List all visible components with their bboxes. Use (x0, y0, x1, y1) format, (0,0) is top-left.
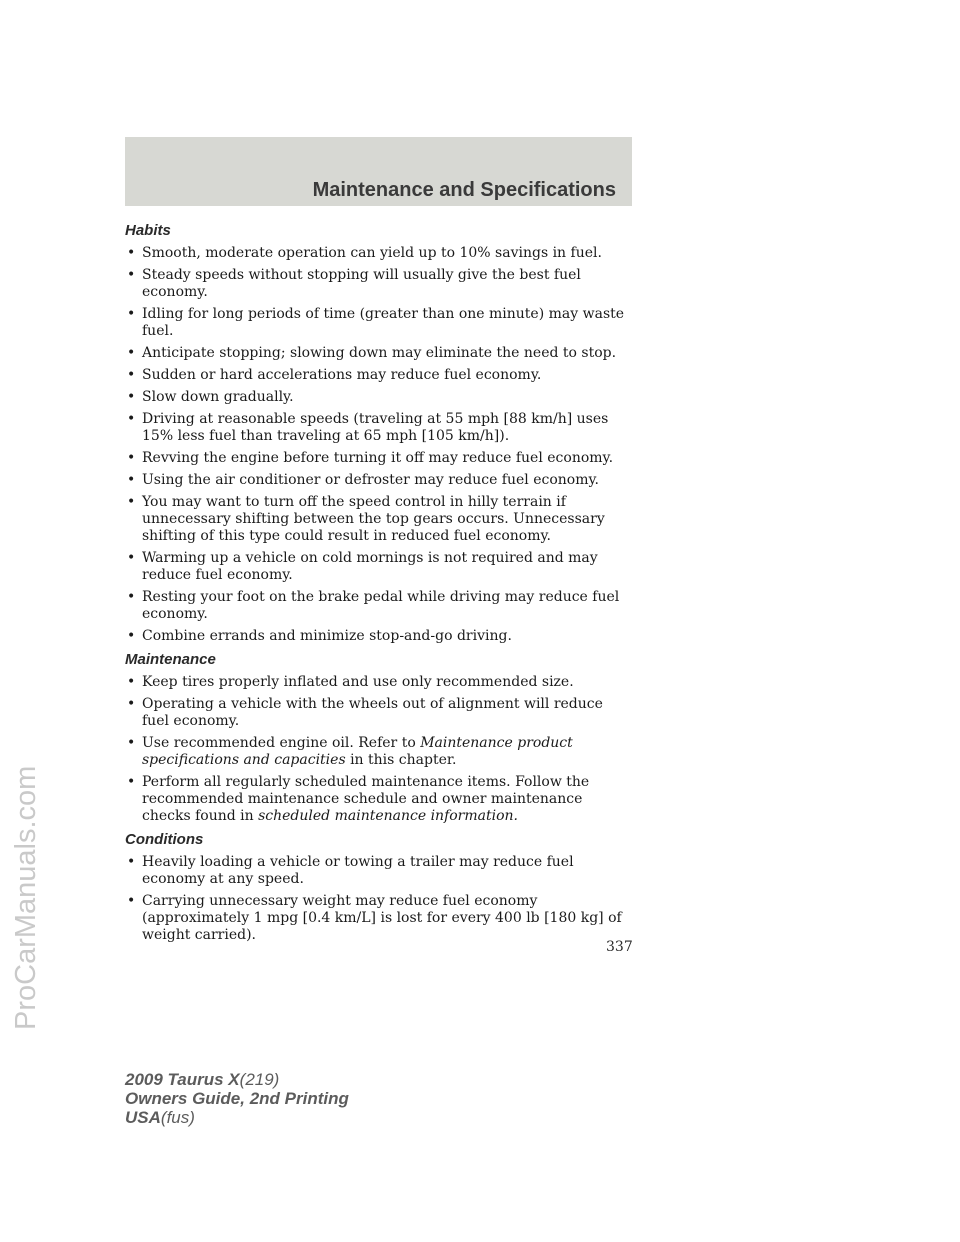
list-item: • Use recommended engine oil. Refer to Maintenance product specifications and capacities in this chapter. (127, 735, 573, 768)
conditions-section (125, 831, 632, 944)
section-title: Maintenance and Specifications (312, 179, 616, 201)
bullet-icon: • (127, 494, 136, 510)
list-item: • Smooth, moderate operation can yield up to 10% savings in fuel. (127, 245, 602, 261)
list-item: • Carrying unnecessary weight may reduce fuel economy (approximately 1 mpg [0.4 km/L] is lost for every 400 lb [180 kg] of weight carried). (127, 893, 622, 943)
maintenance-heading: Maintenance (125, 651, 216, 668)
page-number: 337 (606, 939, 633, 955)
habits-list (125, 245, 632, 645)
bullet-icon: • (127, 245, 136, 261)
page-content (125, 222, 632, 949)
bullet-icon: • (127, 367, 136, 383)
bullet-icon: • (127, 628, 136, 644)
conditions-heading: Conditions (125, 831, 204, 848)
list-item: • Steady speeds without stopping will usually give the best fuel economy. (127, 267, 581, 300)
bullet-icon: • (127, 389, 136, 405)
list-item: • Anticipate stopping; slowing down may eliminate the need to stop. (127, 345, 617, 361)
section-header-bar (125, 137, 632, 206)
list-item: • Using the air conditioner or defroster may reduce fuel economy. (127, 472, 599, 488)
bullet-icon: • (127, 550, 136, 566)
bullet-icon: • (127, 411, 136, 427)
bullet-icon: • (127, 450, 136, 466)
list-item: • Heavily loading a vehicle or towing a trailer may reduce fuel economy at any speed. (127, 854, 574, 887)
list-item: • Combine errands and minimize stop-and-go driving. (127, 628, 512, 644)
document-footer (125, 1070, 349, 1127)
list-item: • Resting your foot on the brake pedal while driving may reduce fuel economy. (127, 589, 620, 622)
bullet-icon: • (127, 735, 136, 751)
maintenance-section (125, 651, 632, 825)
footer-line-guide: Owners Guide, 2nd Printing (125, 1089, 349, 1108)
maintenance-list (125, 674, 632, 825)
list-item: • Idling for long periods of time (greater than one minute) may waste fuel. (127, 306, 625, 339)
habits-section (125, 222, 632, 645)
cross-reference-link: scheduled maintenance information. (258, 808, 518, 824)
bullet-icon: • (127, 696, 136, 712)
bullet-icon: • (127, 472, 136, 488)
list-item: • Slow down gradually. (127, 389, 294, 405)
bullet-icon: • (127, 345, 136, 361)
cross-reference-link: Maintenance product specifications and capacities (142, 735, 573, 768)
habits-heading: Habits (125, 222, 171, 239)
bullet-icon: • (127, 589, 136, 605)
list-item: • Sudden or hard accelerations may reduce fuel economy. (127, 367, 542, 383)
list-item: • Perform all regularly scheduled maintenance items. Follow the recommended maintenance schedule and owner maintenance checks found in scheduled maintenance information. (127, 774, 590, 824)
list-item: • You may want to turn off the speed control in hilly terrain if unnecessary shifting between the top gears occurs. Unnecessary shifting of this type could result in reduced fuel economy. (127, 494, 605, 544)
bullet-icon: • (127, 267, 136, 283)
watermark-text: ProCarManuals.com (10, 765, 42, 1030)
list-item: • Operating a vehicle with the wheels out of alignment will reduce fuel economy. (127, 696, 603, 729)
list-item: • Warming up a vehicle on cold mornings is not required and may reduce fuel economy. (127, 550, 598, 583)
footer-line-model: 2009 Taurus X(219) (125, 1070, 280, 1089)
bullet-icon: • (127, 306, 136, 322)
bullet-icon: • (127, 674, 136, 690)
footer-line-market: USA(fus) (125, 1108, 195, 1127)
bullet-icon: • (127, 854, 136, 870)
bullet-icon: • (127, 774, 136, 790)
conditions-list (125, 854, 632, 944)
list-item: • Driving at reasonable speeds (traveling at 55 mph [88 km/h] uses 15% less fuel than traveling at 65 mph [105 km/h]). (127, 411, 609, 444)
list-item: • Revving the engine before turning it off may reduce fuel economy. (127, 450, 614, 466)
bullet-icon: • (127, 893, 136, 909)
list-item: • Keep tires properly inflated and use only recommended size. (127, 674, 574, 690)
